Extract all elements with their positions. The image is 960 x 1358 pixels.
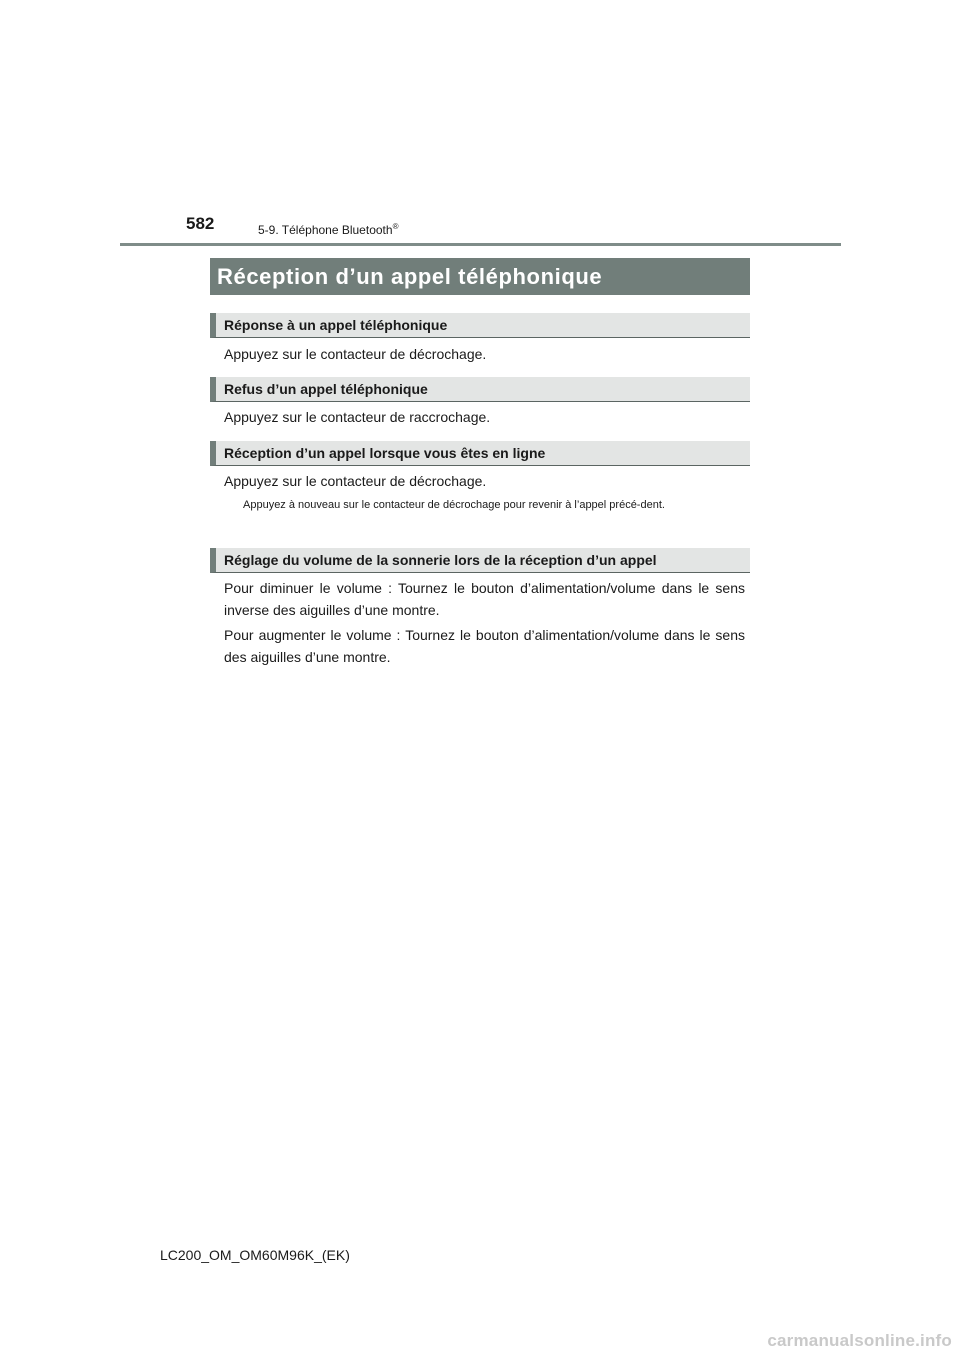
text-refuse-call: Appuyez sur le contacteur de raccrochage. bbox=[224, 409, 491, 425]
subheading-answer-call: Réponse à un appel téléphonique bbox=[210, 313, 750, 338]
footer-code: LC200_OM_OM60M96K_(EK) bbox=[160, 1247, 350, 1263]
watermark-logo: carmanualsonline.info bbox=[767, 1331, 952, 1350]
subheading-refuse-call: Refus d’un appel téléphonique bbox=[210, 377, 750, 402]
breadcrumb bbox=[258, 222, 398, 237]
section-title: Réception d’un appel téléphonique bbox=[210, 258, 750, 295]
subheading-ringer-volume: Réglage du volume de la sonnerie lors de la réception d’un appel bbox=[210, 548, 750, 573]
text-call-waiting: Appuyez sur le contacteur de décrochage. bbox=[224, 473, 487, 489]
text-volume-down: Pour diminuer le volume : Tournez le bouton d’alimentation/volume dans le sens inverse des aiguilles d’une montre. bbox=[224, 580, 745, 618]
registered-mark: ® bbox=[392, 222, 399, 231]
breadcrumb-text: 5-9. Téléphone Bluetooth bbox=[258, 223, 393, 237]
header-rule bbox=[120, 243, 841, 246]
subheading-call-waiting: Réception d’un appel lorsque vous êtes en ligne bbox=[210, 441, 750, 466]
text-answer-call: Appuyez sur le contacteur de décrochage. bbox=[224, 346, 487, 362]
text-volume-up: Pour augmenter le volume : Tournez le bouton d’alimentation/volume dans le sens des aiguilles d’une montre. bbox=[224, 627, 745, 665]
note-call-waiting: Appuyez à nouveau sur le contacteur de décrochage pour revenir à l’appel précé-dent. bbox=[243, 499, 665, 511]
page-number: 582 bbox=[186, 214, 215, 233]
